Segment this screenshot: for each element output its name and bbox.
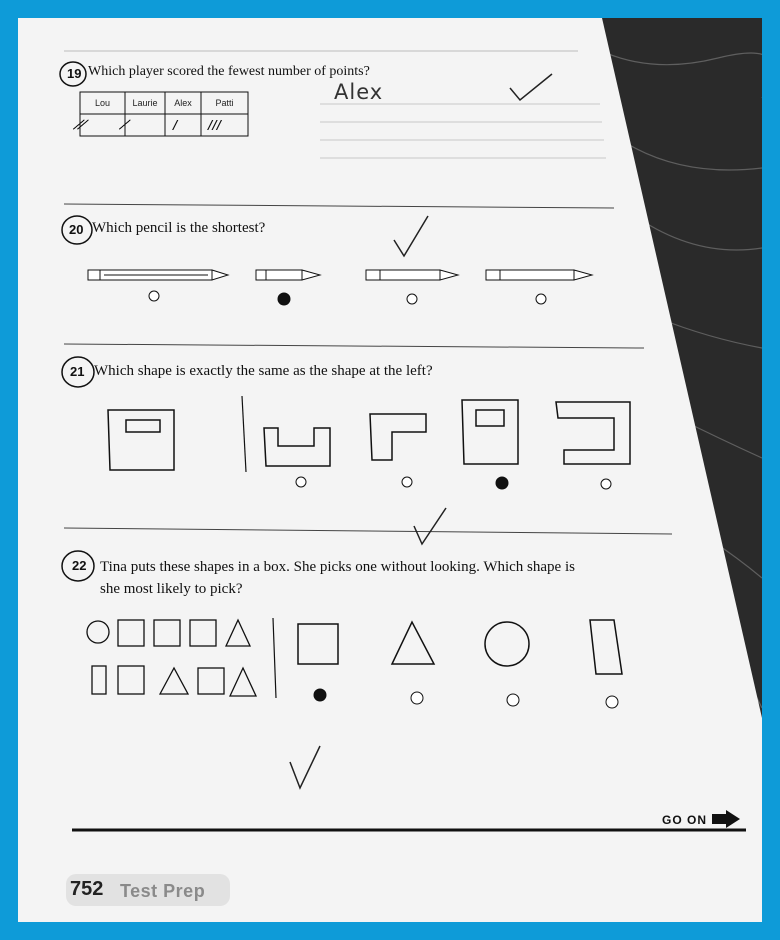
answer-bubble[interactable] xyxy=(507,694,519,706)
go-on-label: GO ON xyxy=(662,813,708,827)
page-number: 752 xyxy=(70,878,104,900)
question-number: 19 xyxy=(67,66,82,81)
table-cell: /// xyxy=(208,118,222,132)
section-label: Test Prep xyxy=(120,881,206,901)
pencil-icon xyxy=(88,270,228,280)
question-text: Which player scored the fewest number of points? xyxy=(88,64,370,79)
answer-bubble[interactable] xyxy=(601,479,611,489)
question-text: Which pencil is the shortest? xyxy=(92,220,266,236)
question-number: 22 xyxy=(72,558,87,573)
question-text-line2: she most likely to pick? xyxy=(100,581,243,597)
answer-bubble-selected[interactable] xyxy=(278,293,290,305)
answer-bubble[interactable] xyxy=(407,294,417,304)
table-header: Laurie xyxy=(132,98,158,108)
answer-bubble[interactable] xyxy=(149,291,159,301)
answer-bubble[interactable] xyxy=(296,477,306,487)
table-header: Lou xyxy=(94,98,111,108)
answer-bubble[interactable] xyxy=(536,294,546,304)
table-cell: ̸̸̸̸ ̸̸̸̸ xyxy=(84,118,89,132)
worksheet-photo xyxy=(18,18,762,922)
question-number: 20 xyxy=(69,222,84,237)
pencil-icon xyxy=(486,270,592,280)
question-text: Which shape is exactly the same as the shape at the left? xyxy=(94,363,433,379)
answer-bubble-selected[interactable] xyxy=(496,477,508,489)
pencil-icon xyxy=(366,270,458,280)
table-cell: / xyxy=(173,118,178,132)
question-number: 21 xyxy=(70,364,85,379)
answer-bubble[interactable] xyxy=(411,692,423,704)
handwritten-answer[interactable]: Alex xyxy=(334,80,384,104)
table-header: Alex xyxy=(174,98,192,108)
answer-bubble[interactable] xyxy=(402,477,412,487)
answer-bubble-selected[interactable] xyxy=(314,689,326,701)
table-header: Patti xyxy=(215,98,234,108)
question-text: Tina puts these shapes in a box. She picks one without looking. Which shape is xyxy=(100,559,575,575)
answer-bubble[interactable] xyxy=(606,696,618,708)
